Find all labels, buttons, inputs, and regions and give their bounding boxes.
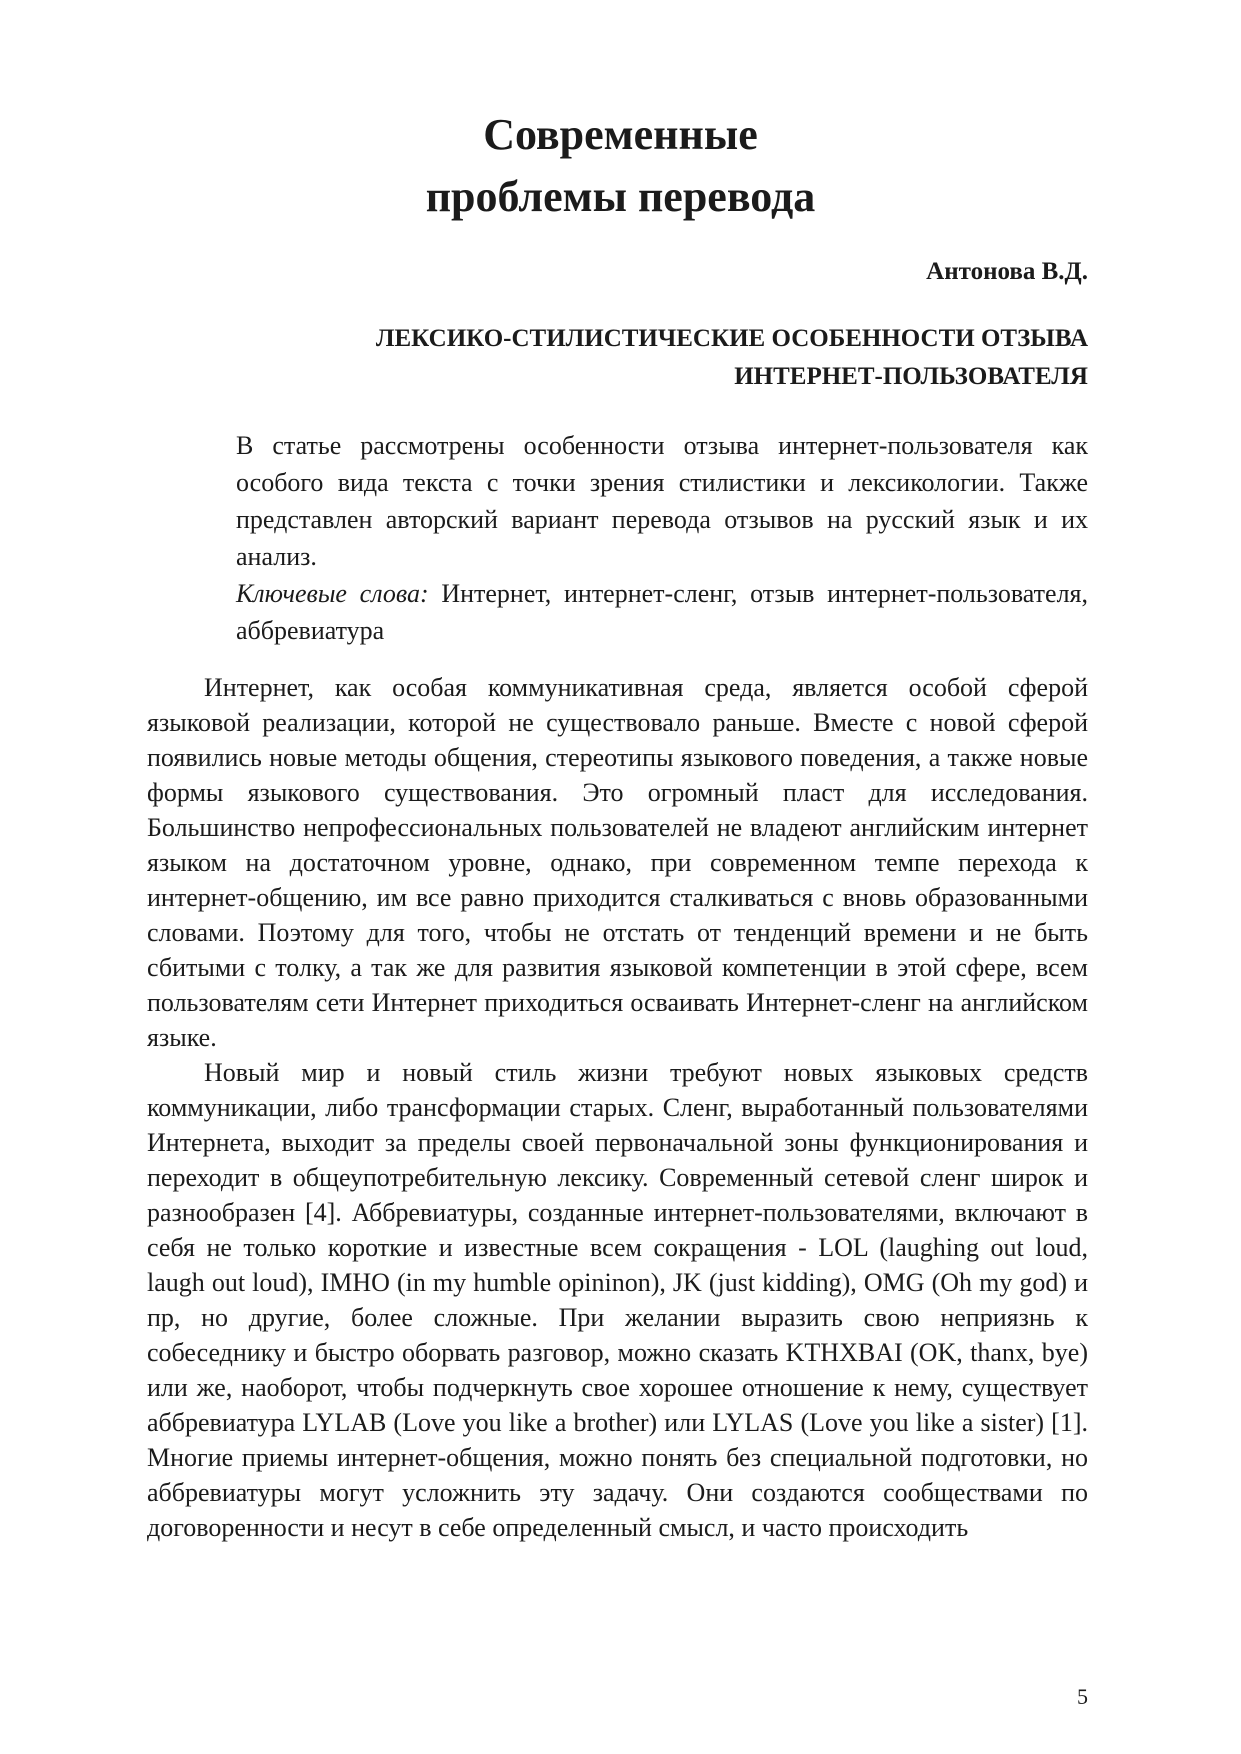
abstract-block [236, 427, 1088, 649]
article-body [147, 670, 1088, 1545]
section-title-line-2: проблемы перевода [425, 172, 816, 221]
abstract-text: В статье рассмотрены особенности отзыва интернет-пользователя как особого вида текста с точки зрения стилистики и лексикологии. Также представлен авторский вариант перевода отзывов на русский язык и их анализ. [236, 431, 1088, 571]
article-title [376, 320, 1088, 396]
keywords-label: Ключевые слова: [236, 579, 429, 608]
article-title-line-1: ЛЕКСИКО-СТИЛИСТИЧЕСКИЕ ОСОБЕННОСТИ ОТЗЫВА [375, 325, 1088, 352]
section-title [0, 104, 1241, 228]
page-number: 5 [1077, 1684, 1088, 1709]
body-paragraph: Интернет, как особая коммуникативная среда, является особой сферой языковой реализации, которой не существовало раньше. Вместе с новой сферой появились новые методы общения, стереотипы языкового поведения, а также новые формы языкового существования. Это огромный пласт для исследования. Большинство непрофессиональных пользователей не владеют английским интернет языком на достаточном уровне, однако, при современном темпе перехода к интернет-общению, им все равно приходится сталкиваться с вновь образованными словами. Поэтому для того, чтобы не отстать от тенденций времени и не быть сбитыми с толку, а так же для развития языковой компетенции в этой сфере, всем пользователям сети Интернет приходиться осваивать Интернет-сленг на английском языке. [147, 673, 1088, 1052]
section-title-line-1: Современные [483, 110, 758, 159]
keywords-list: Интернет, интернет-сленг, отзыв интернет-пользователя, аббревиатура [236, 579, 1089, 645]
article-title-line-2: ИНТЕРНЕТ-ПОЛЬЗОВАТЕЛЯ [734, 363, 1088, 390]
body-paragraph: Новый мир и новый стиль жизни требуют новых языковых средств коммуникации, либо трансформации старых. Сленг, выработанный пользователями Интернета, выходит за пределы своей первоначальной зоны функционирования и переходит в общеупотребительную лексику. Современный сетевой сленг широк и разнообразен [4]. Аббревиатуры, созданные интернет-пользователями, включают в себя не только короткие и известные всем сокращения - LOL (laughing out loud, laugh out loud), IMHO (in my humble opininon), JK (just kidding), OMG (Oh my god) и пр, но другие, более сложные. При желании выразить свою неприязнь к собеседнику и быстро оборвать разговор, можно сказать KTHXBAI (OK, thanx, bye) или же, наоборот, чтобы подчеркнуть свое хорошее отношение к нему, существует аббревиатура LYLAB (Love you like a brother) или LYLAS (Love you like a sister) [1]. Многие приемы интернет-общения, можно понять без специальной подготовки, но аббревиатуры могут усложнить эту задачу. Они создаются сообществами по договоренности и несут в себе определенный смысл, и часто происходить [147, 1058, 1088, 1542]
keywords-line [236, 575, 1088, 649]
author-name: Антонова В.Д. [926, 258, 1088, 285]
